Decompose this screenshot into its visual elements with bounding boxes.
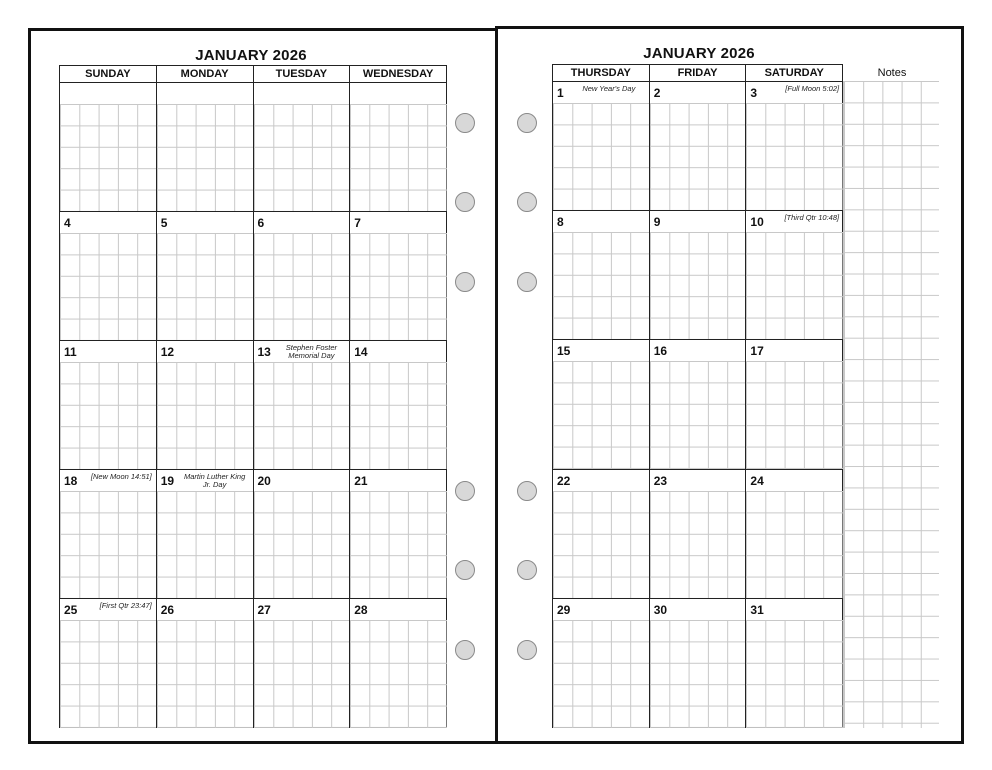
day-number: 22	[557, 473, 571, 488]
writing-grid	[553, 491, 649, 598]
day-event-note: Martin Luther King Jr. Day	[183, 472, 246, 489]
day-number: 30	[653, 602, 668, 617]
writing-grid	[650, 491, 746, 598]
day-number: 17	[750, 344, 764, 359]
day-cell[interactable]	[254, 470, 351, 599]
binder-hole-icon	[455, 113, 475, 133]
day-event-note: [New Moon 14:51]	[90, 472, 152, 481]
day-cell[interactable]	[553, 340, 650, 469]
day-number: 21	[354, 474, 368, 488]
day-number: 3	[750, 86, 758, 100]
binder-hole-icon	[517, 481, 537, 501]
day-cell[interactable]	[60, 212, 157, 341]
day-cell[interactable]	[746, 599, 843, 728]
day-cell[interactable]	[157, 599, 254, 728]
day-header-tuesday: TUESDAY	[254, 66, 351, 83]
writing-grid	[60, 620, 156, 728]
day-cell[interactable]	[60, 599, 157, 728]
day-cell[interactable]	[350, 470, 447, 599]
day-cell[interactable]	[650, 82, 747, 211]
binder-hole-icon	[517, 192, 537, 212]
day-number: 20	[257, 474, 271, 488]
day-event-note: [Full Moon 5:02]	[785, 84, 840, 93]
left-page	[28, 28, 498, 744]
notes-grid[interactable]	[843, 81, 939, 728]
day-cell[interactable]	[350, 83, 447, 212]
writing-grid	[157, 620, 253, 728]
right-page	[495, 26, 964, 744]
day-number: 6	[257, 216, 265, 230]
day-number: 16	[653, 344, 668, 359]
day-number: 23	[653, 473, 668, 488]
day-event-note: [Third Qtr 10:48]	[784, 213, 840, 223]
writing-grid	[254, 233, 350, 340]
writing-grid	[60, 491, 156, 598]
day-header-sunday: SUNDAY	[60, 66, 157, 83]
day-number: 29	[557, 602, 571, 617]
day-cell[interactable]	[650, 211, 747, 340]
day-number: 12	[160, 345, 175, 359]
writing-grid	[746, 620, 843, 728]
binder-hole-icon	[517, 272, 537, 292]
notes-label: Notes	[877, 67, 907, 79]
writing-grid	[350, 620, 447, 728]
day-cell[interactable]	[60, 341, 157, 470]
writing-grid	[350, 233, 447, 340]
day-cell[interactable]	[746, 211, 843, 340]
day-number: 2	[653, 86, 661, 100]
day-cell[interactable]	[650, 470, 747, 599]
writing-grid	[553, 232, 649, 339]
binder-hole-icon	[455, 192, 475, 212]
writing-grid	[746, 103, 843, 210]
binder-hole-icon	[455, 640, 475, 660]
day-header-wednesday: WEDNESDAY	[350, 66, 447, 83]
day-cell[interactable]	[254, 212, 351, 341]
writing-grid	[254, 362, 350, 469]
day-header-friday: FRIDAY	[650, 65, 747, 82]
day-cell[interactable]	[746, 82, 843, 211]
day-cell[interactable]	[350, 341, 447, 470]
day-number: 4	[64, 216, 71, 230]
binder-hole-icon	[517, 640, 537, 660]
left-calendar-grid	[59, 65, 447, 728]
writing-grid	[350, 491, 447, 598]
day-header-saturday: SATURDAY	[746, 65, 843, 82]
day-cell[interactable]	[553, 211, 650, 340]
day-cell[interactable]	[60, 470, 157, 599]
day-cell[interactable]	[157, 212, 254, 341]
day-cell[interactable]	[553, 82, 650, 211]
day-number: 14	[354, 345, 368, 359]
writing-grid	[553, 361, 649, 468]
binder-hole-icon	[455, 560, 475, 580]
day-number: 19	[160, 474, 175, 488]
binder-hole-icon	[517, 113, 537, 133]
day-number: 28	[354, 603, 368, 617]
day-cell[interactable]	[746, 340, 843, 469]
day-number: 10	[750, 215, 764, 230]
writing-grid	[746, 361, 843, 468]
writing-grid	[553, 620, 649, 728]
day-cell[interactable]	[650, 599, 747, 728]
day-number: 7	[354, 216, 361, 230]
day-cell[interactable]	[157, 341, 254, 470]
writing-grid	[157, 233, 253, 340]
writing-grid	[60, 104, 156, 211]
day-number: 11	[64, 345, 77, 359]
writing-grid	[157, 104, 253, 211]
day-event-note: New Year's Day	[582, 84, 636, 93]
writing-grid	[650, 361, 746, 468]
day-header-monday: MONDAY	[157, 66, 254, 83]
writing-grid	[650, 232, 746, 339]
binder-hole-icon	[455, 481, 475, 501]
day-header-thursday: THURSDAY	[553, 65, 650, 82]
day-number: 8	[557, 215, 564, 230]
binder-hole-icon	[517, 560, 537, 580]
writing-grid	[746, 491, 843, 598]
writing-grid	[254, 104, 350, 211]
writing-grid	[254, 491, 350, 598]
day-cell[interactable]	[553, 470, 650, 599]
day-cell[interactable]	[157, 83, 254, 212]
writing-grid	[60, 233, 156, 340]
day-cell[interactable]	[157, 470, 254, 599]
day-number: 24	[750, 473, 764, 488]
writing-grid	[650, 620, 746, 728]
day-cell[interactable]	[650, 340, 747, 469]
day-cell[interactable]	[254, 599, 351, 728]
day-event-note: Stephen Foster Memorial Day	[285, 343, 338, 360]
binder-hole-icon	[455, 272, 475, 292]
day-number: 5	[160, 216, 168, 230]
day-cell[interactable]	[254, 83, 351, 212]
day-number: 9	[653, 215, 661, 230]
day-number: 1	[557, 86, 564, 100]
writing-grid	[553, 103, 649, 210]
day-cell[interactable]	[60, 83, 157, 212]
day-number: 31	[750, 602, 764, 617]
writing-grid	[650, 103, 746, 210]
day-number: 25	[64, 603, 78, 617]
writing-grid	[157, 362, 253, 469]
day-cell[interactable]	[350, 212, 447, 341]
writing-grid	[157, 491, 253, 598]
writing-grid	[350, 104, 447, 211]
day-number: 26	[160, 603, 175, 617]
day-number: 15	[557, 344, 571, 359]
day-number: 18	[64, 474, 78, 488]
right-calendar-grid	[552, 64, 843, 728]
day-event-note: [First Qtr 23:47]	[99, 601, 152, 610]
day-cell[interactable]	[553, 599, 650, 728]
day-number: 13	[257, 345, 271, 359]
day-number: 27	[257, 603, 271, 617]
day-cell[interactable]	[350, 599, 447, 728]
day-cell[interactable]	[254, 341, 351, 470]
left-month-title: JANUARY 2026	[195, 47, 307, 64]
writing-grid	[254, 620, 350, 728]
writing-grid	[350, 362, 447, 469]
writing-grid	[60, 362, 156, 469]
writing-grid	[746, 232, 843, 339]
right-month-title: JANUARY 2026	[643, 45, 755, 62]
day-cell[interactable]	[746, 470, 843, 599]
